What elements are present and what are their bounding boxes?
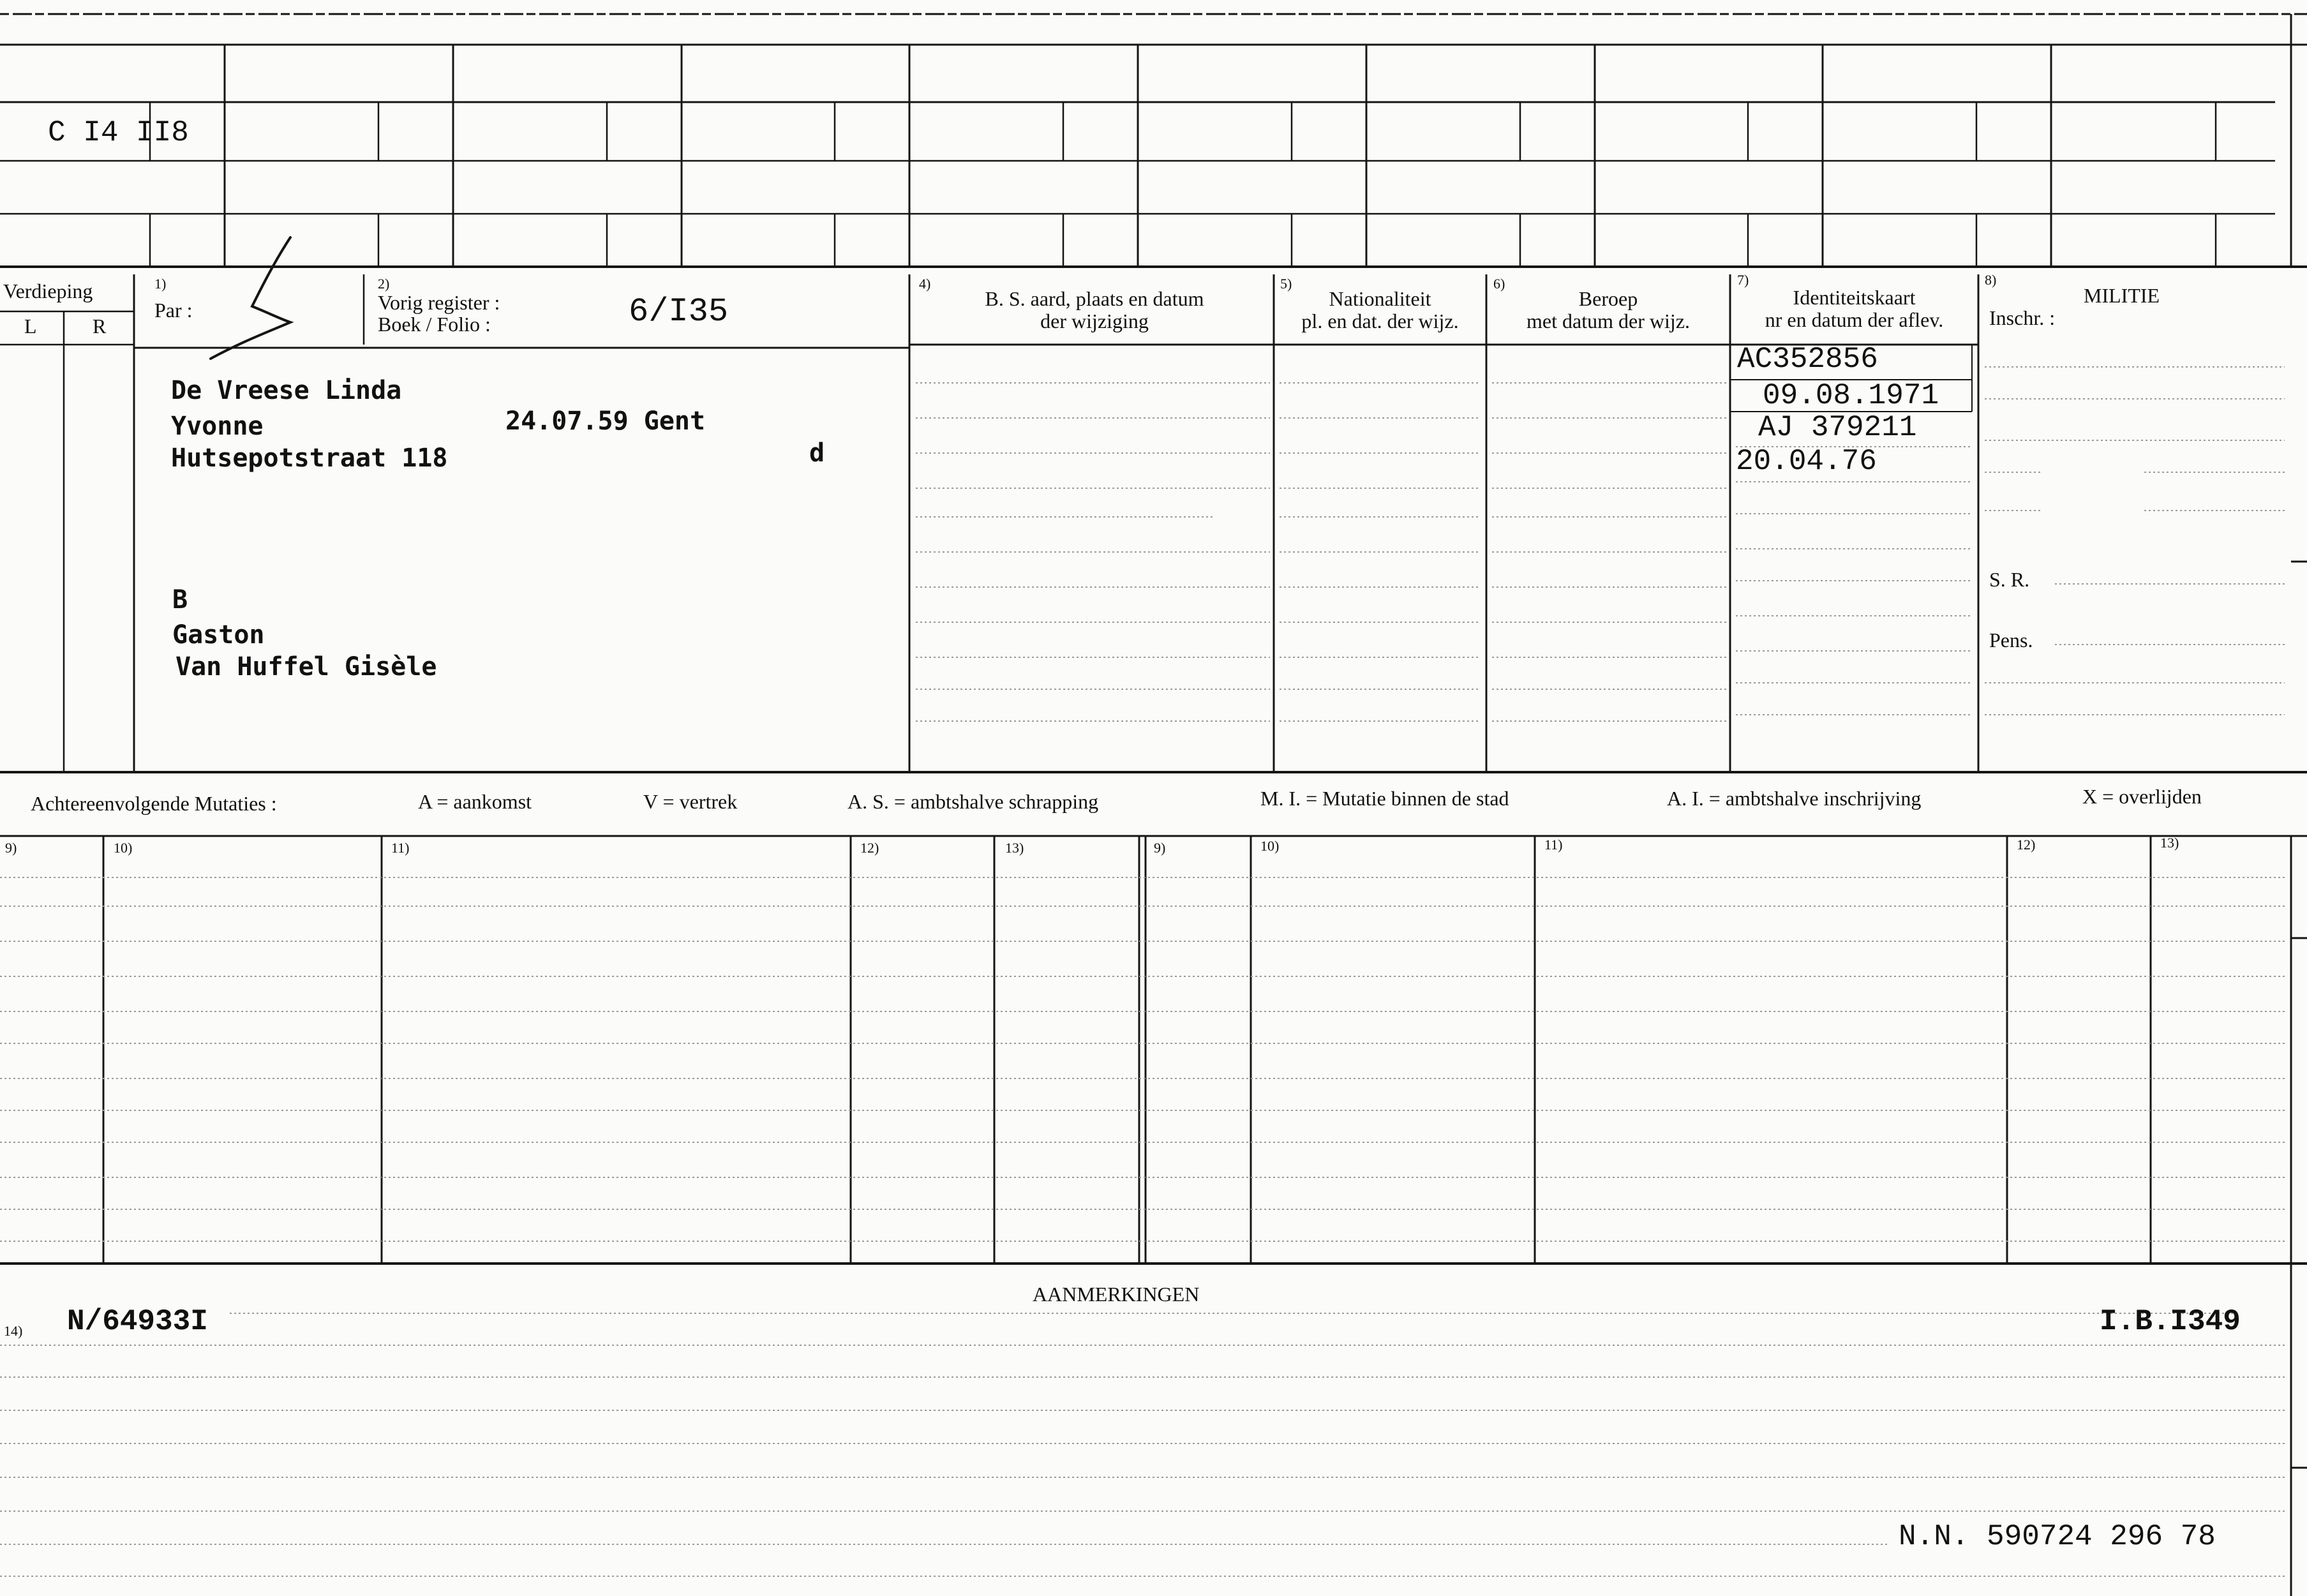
mut-col-12b: 12) — [2017, 837, 2036, 853]
legend-a: A = aankomst — [418, 790, 532, 813]
remarks-nn: N.N. 590724 296 78 — [1899, 1520, 2216, 1553]
legend-ai: A. I. = ambtshalve inschrijving — [1667, 787, 1922, 810]
record-partner-line1: Gaston — [172, 620, 265, 650]
mut-col-9b: 9) — [1154, 840, 1166, 856]
mut-col-10: 10) — [114, 840, 133, 856]
header-identiteitskaart-sub: nr en datum der aflev. — [1765, 308, 1944, 331]
record-b-label: B — [172, 585, 188, 615]
label-sr: S. R. — [1989, 568, 2030, 591]
mut-col-11: 11) — [391, 840, 410, 856]
record-partner-line2: Van Huffel Gisèle — [175, 652, 437, 682]
mut-col-12: 12) — [860, 840, 879, 856]
header-inschr: Inschr. : — [1989, 306, 2056, 329]
header-bs-line2: der wijziging — [1040, 310, 1149, 332]
header-beroep: Beroep — [1578, 287, 1638, 310]
record-address: Hutsepotstraat 118 — [171, 444, 448, 473]
header-beroep-sub: met datum der wijz. — [1527, 310, 1690, 332]
header-verdieping: Verdieping — [3, 280, 93, 302]
remarks-title: AANMERKINGEN — [1033, 1283, 1200, 1306]
header-par: Par : — [154, 299, 193, 322]
col4-number: 4) — [919, 276, 931, 292]
remarks-number: 14) — [4, 1323, 23, 1339]
mut-col-10b: 10) — [1260, 838, 1280, 854]
header-nationaliteit: Nationaliteit — [1329, 287, 1431, 310]
header-identiteitskaart: Identiteitskaart — [1793, 286, 1916, 309]
id-entry-4: 20.04.76 — [1736, 445, 1877, 478]
mut-col-13b: 13) — [2160, 835, 2179, 851]
header-bs-line1: B. S. aard, plaats en datum — [985, 287, 1204, 310]
mut-col-11b: 11) — [1544, 837, 1563, 853]
header-boek-folio: Boek / Folio : — [378, 313, 491, 336]
label-pens: Pens. — [1989, 629, 2033, 652]
remarks-right-value: I.B.I349 — [2100, 1305, 2241, 1338]
legend-v: V = vertrek — [643, 790, 738, 813]
col8-number: 8) — [1985, 272, 1997, 288]
header-nationaliteit-sub: pl. en dat. der wijz. — [1301, 310, 1459, 332]
col7-number: 7) — [1737, 272, 1749, 288]
mutations-title: Achtereenvolgende Mutaties : — [31, 792, 277, 815]
legend-as: A. S. = ambtshalve schrapping — [847, 790, 1099, 813]
col6-number: 6) — [1493, 276, 1505, 292]
id-entry-3: AJ 379211 — [1758, 411, 1917, 444]
remarks-left-value: N/64933I — [67, 1305, 208, 1338]
col2-number: 2) — [378, 276, 390, 292]
id-entry-1: AC352856 — [1737, 343, 1878, 376]
handwritten-stroke — [211, 237, 290, 359]
mut-col-9: 9) — [5, 840, 17, 856]
header-l: L — [24, 315, 37, 338]
id-entry-2: 09.08.1971 — [1763, 379, 1939, 412]
mut-col-13: 13) — [1005, 840, 1024, 856]
card-code: C I4 II8 — [48, 116, 189, 149]
record-marker: d — [809, 438, 825, 468]
legend-x: X = overlijden — [2082, 785, 2202, 808]
record-birth: 24.07.59 Gent — [505, 406, 706, 436]
header-vorig-register: Vorig register : — [378, 291, 500, 314]
legend-mi: M. I. = Mutatie binnen de stad — [1260, 787, 1509, 810]
header-militie: MILITIE — [2084, 284, 2160, 307]
record-name-line1: De Vreese Linda — [171, 376, 402, 405]
col1-number: 1) — [154, 276, 167, 292]
header-r: R — [93, 315, 107, 338]
record-name-line2: Yvonne — [171, 412, 264, 441]
boek-folio-value: 6/I35 — [629, 293, 729, 331]
col5-number: 5) — [1280, 276, 1292, 292]
